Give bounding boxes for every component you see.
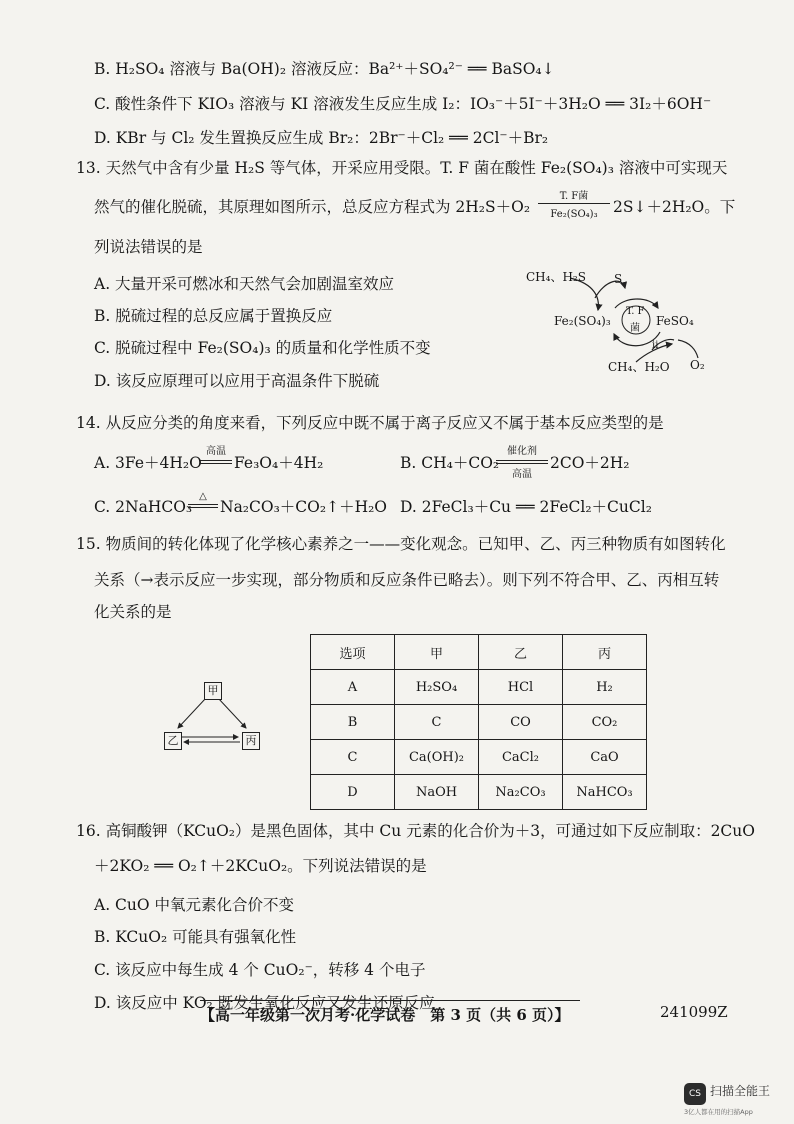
q13-condition-top: T. F菌 [559, 191, 589, 202]
q15-options-table [310, 634, 647, 810]
table-cell: NaHCO₃ [563, 775, 647, 810]
diagram-label-ch4-h2o: CH₄、H₂O [608, 360, 670, 374]
q12-option-d: D. KBr 与 Cl₂ 发生置换反应生成 Br₂：2Br⁻＋Cl₂ ══ 2Cl⁻＋Br₂ [94, 129, 549, 147]
q14-option-a-condition: 高温 [206, 446, 226, 457]
q13-stem-line2b: 2S↓＋2H₂O。下 [613, 198, 736, 216]
table-cell: D [311, 775, 395, 810]
q14-stem: 14. 从反应分类的角度来看，下列反应中既不属于离子反应又不属于基本反应类型的是 [76, 414, 664, 432]
exam-code: 241099Z [660, 1003, 728, 1021]
q14-option-a-rhs: Fe₃O₄＋4H₂ [234, 454, 324, 472]
q14-option-c-lhs: C. 2NaHCO₃ [94, 498, 193, 516]
diagram-box-jia: 甲 [204, 682, 222, 700]
table-cell: NaOH [395, 775, 479, 810]
q14-option-b-condition-top: 催化剂 [507, 446, 537, 457]
q15-stem-line2: 关系（→表示反应一步实现，部分物质和反应条件已略去）。则下列不符合甲、乙、丙相互转 [94, 571, 720, 589]
diagram-label-ch4-h2s: CH₄、H₂S [526, 270, 586, 284]
q14-option-d: D. 2FeCl₃＋Cu ══ 2FeCl₂＋CuCl₂ [400, 498, 652, 516]
q13-option-b: B. 脱硫过程的总反应属于置换反应 [94, 307, 333, 325]
q15-stem-line3: 化关系的是 [94, 603, 172, 621]
diagram-label-fe2so43: Fe₂(SO₄)₃ [554, 314, 611, 328]
table-cell: CaO [563, 740, 647, 775]
table-cell: Ca(OH)₂ [395, 740, 479, 775]
table-header-cell: 选项 [311, 635, 395, 670]
scanner-tagline: 3亿人都在用的扫描App [684, 1108, 753, 1116]
table-cell: C [311, 740, 395, 775]
table-header-cell: 丙 [563, 635, 647, 670]
table-cell: Na₂CO₃ [479, 775, 563, 810]
q13-stem-line3: 列说法错误的是 [94, 238, 203, 256]
diagram-label-o2: O₂ [690, 358, 705, 372]
q14-option-c-rhs: Na₂CO₃＋CO₂↑＋H₂O [220, 498, 388, 516]
diagram-label-s: S [614, 272, 623, 286]
q14-option-b-lhs: B. CH₄＋CO₂ [400, 454, 500, 472]
diagram-label-jun: 菌 [630, 323, 640, 334]
table-cell: C [395, 705, 479, 740]
diagram-label-feso4: FeSO₄ [656, 314, 694, 328]
table-row [311, 670, 647, 705]
q14-option-c-condition: △ [199, 491, 207, 502]
scanner-logo-icon: CS [684, 1083, 706, 1105]
q16-option-c: C. 该反应中每生成 4 个 CuO₂⁻，转移 4 个电子 [94, 961, 426, 979]
q16-option-a: A. CuO 中氧元素化合价不变 [94, 896, 295, 914]
table-row [311, 740, 647, 775]
q14-option-b-arrow [496, 460, 548, 461]
q13-desulfurization-diagram [526, 258, 740, 378]
q12-option-b: B. H₂SO₄ 溶液与 Ba(OH)₂ 溶液反应：Ba²⁺＋SO₄²⁻ ══ BaSO₄↓ [94, 60, 555, 78]
table-row [311, 775, 647, 810]
diagram-box-yi: 乙 [164, 732, 182, 750]
q12-option-c: C. 酸性条件下 KIO₃ 溶液与 KI 溶液发生反应生成 I₂：IO₃⁻＋5I⁻＋3H₂O ══ 3I₂＋6OH⁻ [94, 95, 712, 113]
table-row [311, 705, 647, 740]
table-cell: HCl [479, 670, 563, 705]
table-cell: A [311, 670, 395, 705]
table-header-row [311, 635, 647, 670]
q14-option-b-rhs: 2CO＋2H₂ [550, 454, 630, 472]
page-footer: 【高一年级第一次月考·化学试卷 第 3 页（共 6 页）】 [200, 1000, 580, 1025]
q13-stem-line2a: 然气的催化脱硫，其原理如图所示，总反应方程式为 2H₂S＋O₂ [94, 198, 531, 216]
q14-option-b-condition-bottom: 高温 [512, 469, 532, 480]
q13-option-c: C. 脱硫过程中 Fe₂(SO₄)₃ 的质量和化学性质不变 [94, 339, 431, 357]
q14-option-c-arrow [188, 504, 218, 505]
table-cell: H₂SO₄ [395, 670, 479, 705]
q16-option-d: D. 该反应中 KO₂ 既发生氧化反应又发生还原反应 [94, 994, 435, 1012]
table-cell: B [311, 705, 395, 740]
diagram-label-ii: ii [652, 340, 659, 351]
table-header-cell: 乙 [479, 635, 563, 670]
q13-condition-bottom: Fe₂(SO₄)₃ [550, 209, 598, 220]
q16-stem-line1: 16. 高铜酸钾（KCuO₂）是黑色固体，其中 Cu 元素的化合价为＋3，可通过如下反应制取：2CuO [76, 822, 755, 840]
table-header-cell: 甲 [395, 635, 479, 670]
q14-option-c-arrow-2 [188, 507, 218, 508]
table-cell: CO₂ [563, 705, 647, 740]
table-cell: CO [479, 705, 563, 740]
scanner-watermark [684, 1081, 788, 1117]
scanner-name: 扫描全能王 [710, 1084, 771, 1098]
table-cell: CaCl₂ [479, 740, 563, 775]
q13-stem-line1: 13. 天然气中含有少量 H₂S 等气体，开采应用受限。T. F 菌在酸性 Fe₂(SO₄)₃ 溶液中可实现天 [76, 159, 728, 177]
q13-option-d: D. 该反应原理可以应用于高温条件下脱硫 [94, 372, 380, 390]
diagram-box-bing: 丙 [242, 732, 260, 750]
q15-stem-line1: 15. 物质间的转化体现了化学核心素养之一——变化观念。已知甲、乙、丙三种物质有如图转化 [76, 535, 726, 553]
diagram-label-tf: T. F [626, 306, 645, 317]
q14-option-a-arrow-2 [200, 463, 232, 464]
q16-stem-line2: ＋2KO₂ ══ O₂↑＋2KCuO₂。下列说法错误的是 [94, 857, 427, 875]
q15-transformation-diagram [160, 680, 270, 750]
q13-option-a: A. 大量开采可燃冰和天然气会加剧温室效应 [94, 275, 395, 293]
table-cell: H₂ [563, 670, 647, 705]
q14-option-a-arrow [200, 460, 232, 461]
q14-option-a-lhs: A. 3Fe＋4H₂O [94, 454, 202, 472]
q16-option-b: B. KCuO₂ 可能具有强氧化性 [94, 928, 297, 946]
